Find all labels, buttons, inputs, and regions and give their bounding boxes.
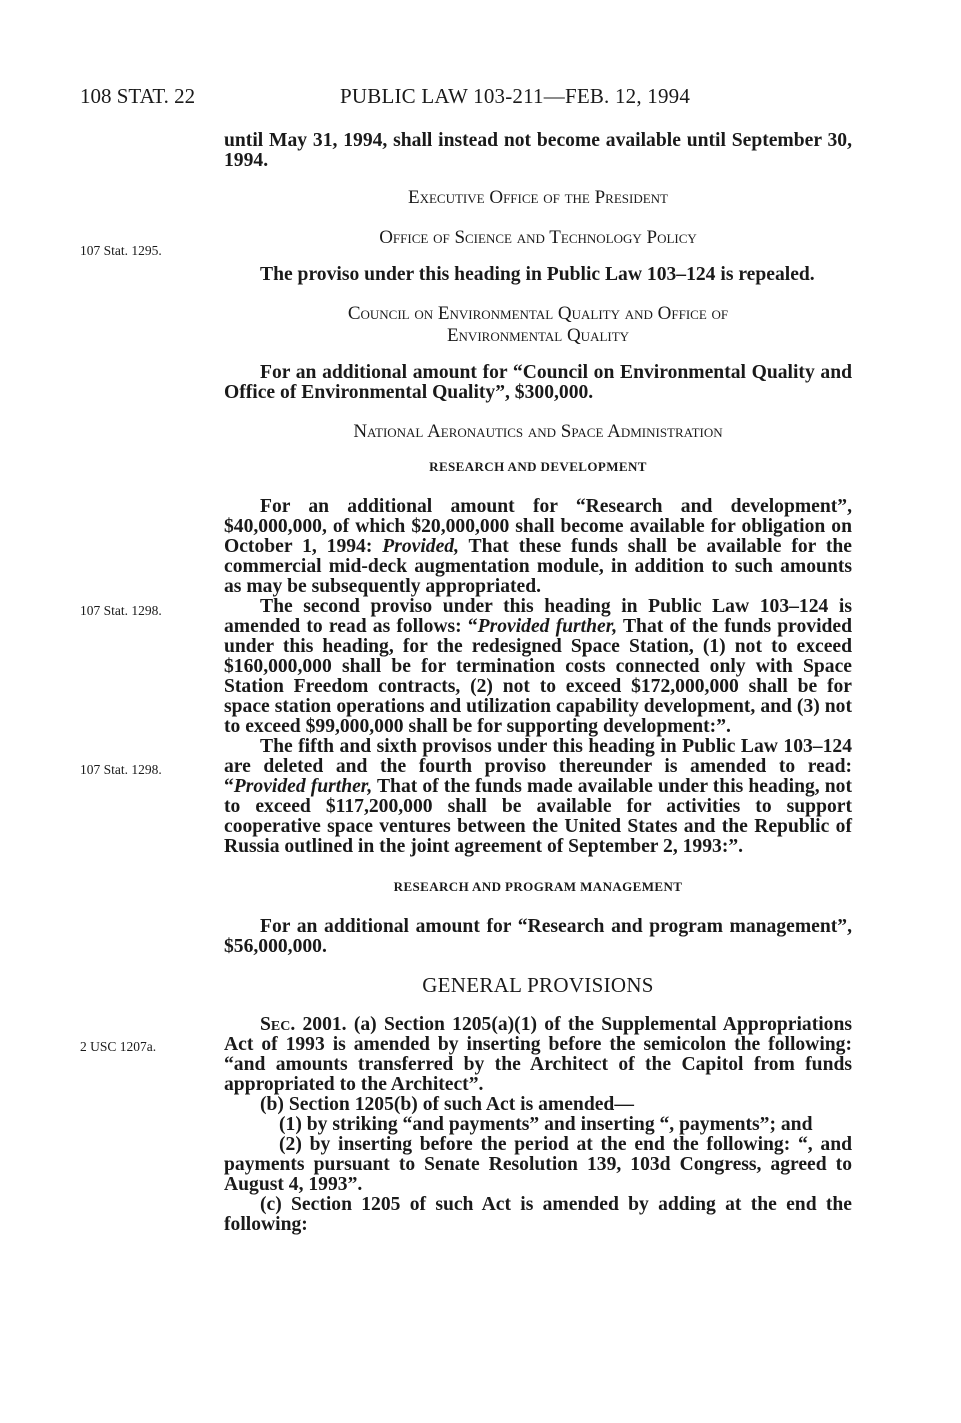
rnd-provided-italic: Provided, xyxy=(382,536,459,557)
heading-ceq-line-1: Council on Environmental Quality and Office of xyxy=(347,303,729,324)
subsection-c-paragraph: (c) Section 1205 of such Act is amended by adding at the end the following: xyxy=(224,1194,852,1235)
heading-research-program-management: RESEARCH AND PROGRAM MANAGEMENT xyxy=(393,879,683,894)
rpm-paragraph: For an additional amount for “Research and program management”, $56,000,000. xyxy=(224,916,852,957)
second-proviso-italic: Provided further, xyxy=(477,616,618,637)
heading-research-development: RESEARCH AND DEVELOPMENT xyxy=(429,459,647,474)
rnd-text-a: For an additional amount for “Research and development”, $40,000,000, of which $20,000,000 shall become available for obligation on October 1, 1994: xyxy=(224,496,852,557)
margin-citation-2: 107 Stat. 1298. xyxy=(80,603,162,618)
body-text-column xyxy=(224,131,852,1235)
clause-b1-paragraph: (1) by striking “and payments” and inserting “, payments”; and xyxy=(279,1114,813,1135)
margin-citation-4: 2 USC 1207a. xyxy=(80,1039,157,1054)
rnd-text-b: That these funds shall be available for the commercial mid-deck augmentation module, in addition to such amounts as may be subsequently appropriated. xyxy=(224,536,852,597)
rnd-paragraph xyxy=(224,497,852,597)
ceq-paragraph: For an additional amount for “Council on Environmental Quality and Office of Environmental Quality”, $300,000. xyxy=(224,362,852,403)
second-proviso-paragraph xyxy=(224,597,852,737)
subsection-b-paragraph: (b) Section 1205(b) of such Act is amended— xyxy=(260,1094,634,1115)
heading-general-provisions: GENERAL PROVISIONS xyxy=(422,973,654,997)
second-proviso-text-b: That of the funds provided under this heading, for the redesigned Space Station, (1) not to exceed $160,000,000 shall be for termination costs connected only with Space Station Freedom contracts, (2) not to exceed $172,000,000 shall be for space station operations and utilization capability development, and (3) not to exceed $99,000,000 shall be for supporting development:”. xyxy=(224,616,853,737)
ostp-paragraph: The proviso under this heading in Public Law 103–124 is repealed. xyxy=(260,264,815,285)
heading-nasa: National Aeronautics and Space Administration xyxy=(353,421,723,442)
sec-2001-text: (a) Section 1205(a)(1) of the Supplemental Appropriations Act of 1993 is amended by inserting before the semicolon the following: “and amounts transferred by the Architect of the Capitol from funds appropriated to the Architect”. xyxy=(224,1014,852,1095)
margin-citation-1: 107 Stat. 1295. xyxy=(80,243,162,258)
statute-page-number: 108 STAT. 22 xyxy=(80,84,196,108)
heading-ceq-line-2: Environmental Quality xyxy=(446,325,630,346)
fifth-proviso-text-b: That of the funds made available under this heading, not to exceed $117,200,000 shall be available for activities to support cooperative space ventures between the United States and the Republic of Russia outlined in the joint agreement of September 2, 1993:”. xyxy=(224,776,852,857)
sec-2001-paragraph xyxy=(224,1015,852,1095)
margin-citation-3: 107 Stat. 1298. xyxy=(80,762,162,777)
running-header xyxy=(0,84,961,114)
fifth-proviso-paragraph xyxy=(224,737,852,857)
continuation-paragraph: until May 31, 1994, shall instead not become available until September 30, 1994. xyxy=(224,130,852,171)
sec-2001-label: Sec. 2001. xyxy=(260,1014,347,1035)
heading-executive-office: Executive Office of the President xyxy=(408,187,668,208)
heading-ostp: Office of Science and Technology Policy xyxy=(379,227,697,248)
fifth-proviso-italic: Provided further, xyxy=(233,776,373,797)
clause-b2-paragraph: (2) by inserting before the period at the end the following: “, and payments pursuant to Senate Resolution 139, 103d Congress, agreed to August 4, 1993”. xyxy=(224,1134,852,1195)
public-law-date: PUBLIC LAW 103-211—FEB. 12, 1994 xyxy=(340,84,691,108)
fifth-proviso-text-a: The fifth and sixth provisos under this heading in Public Law 103–124 are deleted and the fourth proviso thereunder is amended to read: “ xyxy=(224,736,852,797)
second-proviso-text-a: The second proviso under this heading in Public Law 103–124 is amended to read as follows: “ xyxy=(224,596,852,637)
